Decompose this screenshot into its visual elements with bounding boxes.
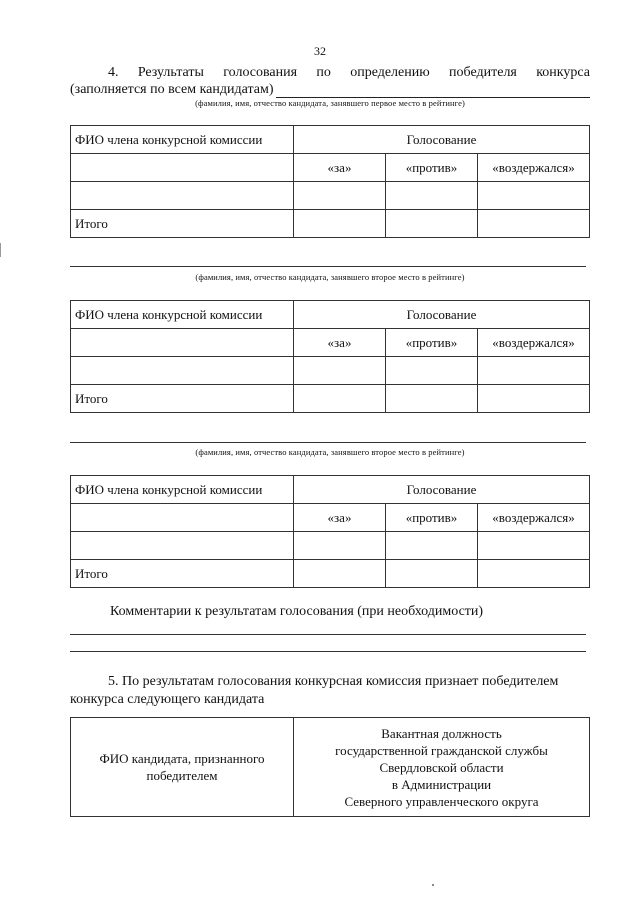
table-row	[71, 357, 590, 385]
vacancy-line: в Администрации	[391, 776, 492, 792]
vote-table-candidate-2	[70, 300, 590, 413]
total-for-cell[interactable]	[294, 385, 386, 413]
heading-word: конкурса	[536, 65, 590, 80]
empty-cell	[71, 329, 294, 357]
abstained-cell[interactable]	[478, 357, 590, 385]
total-label: Итого	[71, 560, 294, 588]
vacancy-line: Свердловской области	[379, 759, 504, 775]
heading-word: Результаты	[137, 65, 204, 80]
fio-header: ФИО члена конкурсной комиссии	[71, 476, 294, 504]
section-5-line1: 5. По результатам голосования конкурсная комиссия признает победителем	[108, 674, 559, 689]
table-row	[71, 182, 590, 210]
heading-subtitle: (заполняется по всем кандидатам)	[70, 82, 274, 97]
winner-table	[70, 717, 590, 817]
vacancy-cell	[294, 718, 590, 817]
abstained-cell[interactable]	[478, 532, 590, 560]
for-cell[interactable]	[294, 357, 386, 385]
against-header: «против»	[386, 504, 478, 532]
voting-header: Голосование	[294, 476, 590, 504]
vacancy-line: Северного управленческого округа	[344, 793, 539, 809]
candidate-1-name-field[interactable]	[276, 84, 591, 98]
fio-header: ФИО члена конкурсной комиссии	[71, 126, 294, 154]
heading-word: по	[316, 65, 331, 80]
total-row	[71, 560, 590, 588]
abstained-header: «воздержался»	[478, 504, 590, 532]
total-for-cell[interactable]	[294, 560, 386, 588]
against-cell[interactable]	[386, 532, 478, 560]
total-abstained-cell[interactable]	[478, 560, 590, 588]
total-abstained-cell[interactable]	[478, 385, 590, 413]
heading-word: победителя	[449, 65, 517, 80]
abstained-cell[interactable]	[478, 182, 590, 210]
section-4-heading-line1	[70, 64, 590, 81]
member-name-cell[interactable]	[71, 357, 294, 385]
total-abstained-cell[interactable]	[478, 210, 590, 238]
voting-header: Голосование	[294, 301, 590, 329]
heading-word: определению	[350, 65, 430, 80]
section-4-heading	[70, 64, 590, 98]
page-number: 32	[314, 44, 326, 58]
for-cell[interactable]	[294, 182, 386, 210]
vote-table-candidate-1	[70, 125, 590, 238]
empty-cell	[71, 504, 294, 532]
heading-word: 4.	[108, 65, 119, 80]
voting-header: Голосование	[294, 126, 590, 154]
total-label: Итого	[71, 385, 294, 413]
winner-fio-header: ФИО кандидата, признанного победителем	[71, 718, 294, 817]
total-against-cell[interactable]	[386, 210, 478, 238]
candidate-2-caption: (фамилия, имя, отчество кандидата, занявшего второе место в рейтинге)	[195, 272, 465, 282]
total-row	[71, 210, 590, 238]
member-name-cell[interactable]	[71, 182, 294, 210]
for-cell[interactable]	[294, 532, 386, 560]
candidate-2-name-field[interactable]	[70, 266, 586, 267]
total-row	[71, 385, 590, 413]
section-5-line2: конкурса следующего кандидата	[70, 692, 265, 707]
total-label: Итого	[71, 210, 294, 238]
candidate-3-name-field[interactable]	[70, 442, 586, 443]
scan-artifact	[432, 884, 434, 886]
vacancy-line: Вакантная должность	[381, 725, 502, 741]
heading-word: голосования	[223, 65, 298, 80]
for-header: «за»	[294, 154, 386, 182]
candidate-1-caption: (фамилия, имя, отчество кандидата, занявшего первое место в рейтинге)	[195, 98, 465, 108]
member-name-cell[interactable]	[71, 532, 294, 560]
against-cell[interactable]	[386, 182, 478, 210]
against-cell[interactable]	[386, 357, 478, 385]
vote-table-candidate-3	[70, 475, 590, 588]
table-row	[71, 532, 590, 560]
vacancy-line: государственной гражданской службы	[335, 742, 548, 758]
scan-artifact	[0, 243, 1, 257]
total-against-cell[interactable]	[386, 560, 478, 588]
comments-title: Комментарии к результатам голосования (при необходимости)	[110, 604, 484, 619]
abstained-header: «воздержался»	[478, 154, 590, 182]
against-header: «против»	[386, 329, 478, 357]
total-against-cell[interactable]	[386, 385, 478, 413]
for-header: «за»	[294, 329, 386, 357]
against-header: «против»	[386, 154, 478, 182]
section-5-text	[70, 673, 591, 709]
comments-line-1[interactable]	[70, 634, 586, 635]
fio-header: ФИО члена конкурсной комиссии	[71, 301, 294, 329]
abstained-header: «воздержался»	[478, 329, 590, 357]
for-header: «за»	[294, 504, 386, 532]
empty-cell	[71, 154, 294, 182]
candidate-3-caption: (фамилия, имя, отчество кандидата, занявшего второе место в рейтинге)	[195, 447, 465, 457]
comments-line-2[interactable]	[70, 651, 586, 652]
total-for-cell[interactable]	[294, 210, 386, 238]
section-4-heading-line2	[70, 81, 590, 98]
